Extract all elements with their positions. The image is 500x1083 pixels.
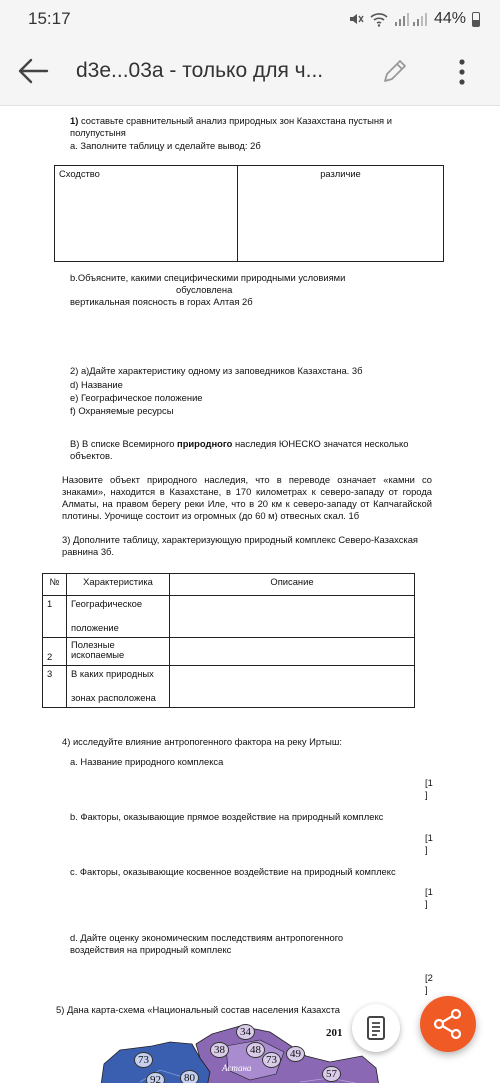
more-vert-icon[interactable]	[452, 56, 472, 88]
map-city-label: Астана	[222, 1063, 252, 1073]
q1-title-line1: 1) составьте сравнительный анализ природных зон Казахстана пустыня и	[70, 115, 392, 126]
q4-c: c. Факторы, оказывающие косвенное воздействие на природный комплекс	[70, 866, 396, 877]
q4-a: a. Название природного комплекса	[70, 756, 224, 767]
share-button[interactable]	[420, 996, 476, 1052]
battery-percent: 44%	[433, 10, 466, 27]
map-label: 92	[146, 1072, 165, 1083]
q4-a-mark-open: [1	[425, 777, 433, 788]
q4-d-mark-open: [2	[425, 972, 433, 983]
status-time: 15:17	[28, 9, 71, 28]
map-label: 80	[180, 1070, 199, 1083]
wifi-icon	[370, 11, 388, 27]
q3-row2-characteristic: Полезные ископаемые	[67, 638, 170, 666]
q4-d-mark-close: ]	[425, 984, 428, 995]
q2-b-line2: объектов.	[70, 450, 113, 461]
q1-sub-b-line1: b.Объясните, какими специфическими природными условиями	[70, 272, 346, 283]
share-icon	[420, 996, 476, 1052]
q3-header-description: Описание	[170, 574, 415, 596]
battery-icon	[472, 12, 480, 27]
q1-title-line2: полупустыня	[70, 127, 126, 138]
q3-table	[42, 573, 415, 708]
q5-line1: 5) Дана карта-схема «Национальный состав населения Казахста	[56, 1004, 341, 1015]
map-label: 73	[134, 1052, 153, 1068]
q4-c-mark-open: [1	[425, 886, 433, 897]
q4-b: b. Факторы, оказывающие прямое воздействие на природный комплекс	[70, 811, 384, 822]
q1-comparison-table	[54, 165, 444, 262]
table-row	[43, 638, 415, 666]
q2-d: d) Название	[70, 379, 123, 390]
q2-line1: 2) а)Дайте характеристику одному из заповедников Казахстана. 3б	[70, 365, 363, 376]
q3-row2-description[interactable]	[170, 638, 415, 666]
q3-row1-description[interactable]	[170, 596, 415, 638]
mute-icon	[348, 11, 364, 27]
document-title: d3e...03a - только для ч...	[76, 59, 324, 82]
signal-icon	[394, 11, 428, 27]
status-icons	[348, 10, 480, 28]
back-arrow-icon[interactable]	[16, 56, 50, 86]
q4-line1: 4) исследуйте влияние антропогенного фактора на реку Иртыш:	[62, 736, 343, 747]
edit-pencil-icon[interactable]	[380, 56, 410, 86]
map-label: 57	[322, 1066, 341, 1082]
q2-paragraph: Назовите объект природного наследия, что в переводе означает «камни со знаками», находится в Казахстане, в 170 километрах к северо-западу от города Алматы, на правом берегу реки Иле, что в 20 км к северо-западу от Капчагайской плотины. Урочище состоит из огромных (до 60 м) отвесных скал. 1б	[62, 474, 432, 521]
map-label: 73	[262, 1052, 281, 1068]
q1-table-cell-similarity: Сходство	[55, 166, 238, 262]
q3-row3-description[interactable]	[170, 666, 415, 708]
q3-row3-characteristic: В каких природных зонах расположена	[67, 666, 170, 708]
q3-row2-num: 2	[43, 638, 67, 666]
q1-sub-a: a. Заполните таблицу и сделайте вывод: 2б	[70, 140, 261, 151]
q4-d-line1: d. Дайте оценку экономическим последствиям антропогенного	[70, 932, 344, 943]
q1-table-cell-difference: различие	[238, 166, 444, 262]
map-label: 48	[246, 1042, 265, 1058]
q3-row1-num: 1	[43, 596, 67, 638]
table-row	[43, 666, 415, 708]
q4-a-mark-close: ]	[425, 789, 428, 800]
q2-b-line1: B) В списке Всемирного природного наследия ЮНЕСКО значатся несколько	[70, 438, 409, 449]
map-label: 38	[210, 1042, 229, 1058]
q4-b-mark-open: [1	[425, 832, 433, 843]
q3-header-characteristic: Характеристика	[67, 574, 170, 596]
table-row	[43, 596, 415, 638]
q4-b-mark-close: ]	[425, 844, 428, 855]
document-view-button[interactable]	[352, 1004, 400, 1052]
q3-line1: 3) Дополните таблицу, характеризующую природный комплекс Северо-Казахская	[62, 534, 418, 545]
document-icon	[352, 1004, 400, 1052]
document-page[interactable]	[0, 106, 500, 1083]
q3-row3-num: 3	[43, 666, 67, 708]
map-label: 34	[236, 1024, 255, 1040]
q3-row1-characteristic: Географическое положение	[67, 596, 170, 638]
q4-d-line2: воздействия на природный комплекс	[70, 944, 232, 955]
map-label: 49	[286, 1046, 305, 1062]
q4-c-mark-close: ]	[425, 898, 428, 909]
map-year: 201	[326, 1027, 343, 1039]
q3-line2: равнина 3б.	[62, 546, 115, 557]
status-bar	[0, 0, 500, 38]
q2-e: e) Географическое положение	[70, 392, 203, 403]
q1-sub-b-line2: обусловлена	[176, 284, 233, 295]
app-bar	[0, 38, 500, 106]
q3-header-num: №	[43, 574, 67, 596]
q2-f: f) Охраняемые ресурсы	[70, 405, 174, 416]
q1-sub-b-line3: вертикальная поясность в горах Алтая 2б	[70, 296, 253, 307]
